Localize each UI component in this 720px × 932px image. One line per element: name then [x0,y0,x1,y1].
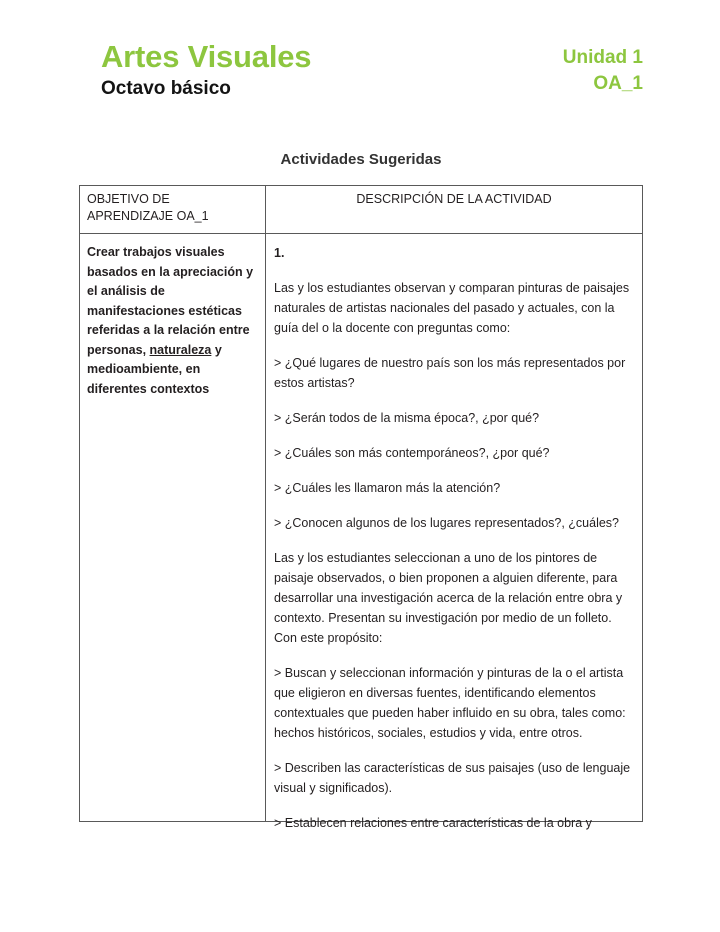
subject-title: Artes Visuales [101,39,312,74]
table-header-row [80,186,642,234]
activity-description-cell [266,234,642,830]
objective-cell [80,234,266,822]
activity-paragraph: > ¿Cuáles son más contemporáneos?, ¿por qué? [274,446,550,460]
activity-paragraph: Las y los estudiantes observan y comparan pinturas de paisajes naturales de artistas nacionales del pasado y actuales, con la guía del o la docente con preguntas como: [274,281,630,335]
activity-paragraph: > Describen las características de sus paisajes (uso de lenguaje visual y significados). [274,761,631,795]
activity-paragraph: Las y los estudiantes seleccionan a uno de los pintores de paisaje observados, o bien proponen a alguien diferente, para desarrollar una investigación acerca de la relación entre obra y contexto. Presentan su investigación por medio de un folleto. Con este propósito: [274,551,623,645]
activity-paragraph-list [274,278,632,833]
table-row [80,234,642,830]
activity-paragraph: > ¿Serán todos de la misma época?, ¿por qué? [274,411,540,425]
objective-text-part-2: y medioambiente, en diferentes contextos [87,342,222,396]
column-header-description: DESCRIPCIÓN DE LA ACTIVIDAD [356,192,552,206]
header-left-block [101,40,311,101]
document-header [79,40,643,120]
section-title: Actividades Sugeridas [280,151,442,168]
objective-text-underlined: naturaleza [149,342,212,357]
column-header-objective: OBJETIVO DE APRENDIZAJE OA_1 [80,186,266,233]
objective-text-part-1: Crear trabajos visuales basados en la apreciación y el análisis de manifestaciones estéticas referidas a la relación entre personas, [87,245,254,357]
activity-paragraph: > ¿Qué lugares de nuestro país son los más representados por estos artistas? [274,356,626,390]
activity-paragraph: > Buscan y seleccionan información y pinturas de la o el artista que eligieron en diversas fuentes, identificando elementos contextuales que pueden haber influido en su obra, tales como: hechos históricos, sociales, estudios y vida, entre otros. [274,666,626,740]
activity-paragraph: > ¿Cuáles les llamaron más la atención? [274,481,501,495]
activity-paragraph: > Establecen relaciones entre características de la obra y [274,816,592,830]
activity-paragraph: > ¿Conocen algunos de los lugares representados?, ¿cuáles? [274,516,620,530]
unit-label: Unidad 1 [562,47,643,68]
learning-objective-code: OA_1 [593,73,643,94]
activity-number: 1. [274,246,285,260]
grade-level-title: Octavo básico [101,78,231,99]
activities-table [79,185,643,830]
header-right-block [563,45,643,97]
